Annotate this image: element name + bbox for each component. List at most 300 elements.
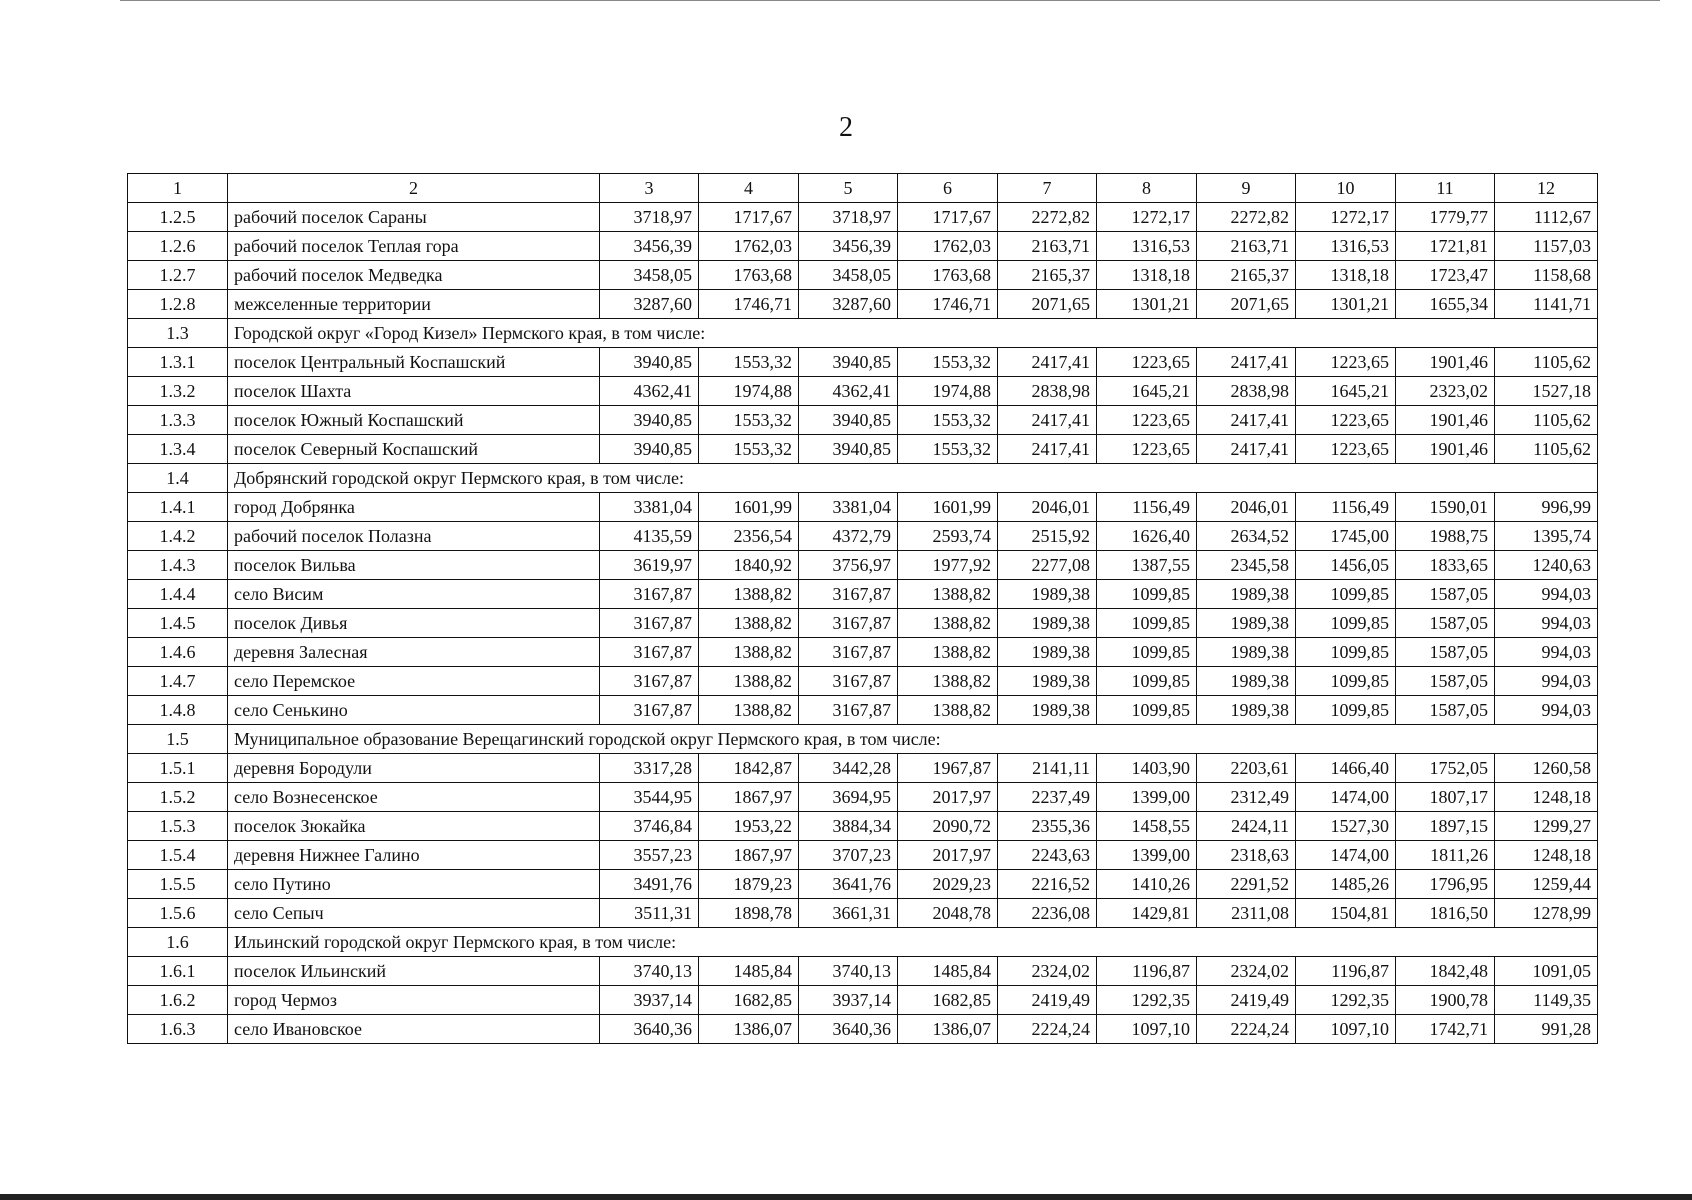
value-cell: 1989,38 <box>1197 580 1296 609</box>
value-cell: 1156,49 <box>1296 493 1396 522</box>
value-cell: 3640,36 <box>600 1015 699 1044</box>
table-row <box>128 1015 1598 1044</box>
value-cell: 1099,85 <box>1097 696 1197 725</box>
value-cell: 1989,38 <box>1197 638 1296 667</box>
value-cell: 1901,46 <box>1396 348 1495 377</box>
value-cell: 1590,01 <box>1396 493 1495 522</box>
table-row <box>128 783 1598 812</box>
value-cell: 2224,24 <box>1197 1015 1296 1044</box>
table-row <box>128 580 1598 609</box>
value-cell: 1867,97 <box>699 841 799 870</box>
table-row <box>128 435 1598 464</box>
value-cell: 1746,71 <box>699 290 799 319</box>
value-cell: 1553,32 <box>898 348 998 377</box>
value-cell: 1900,78 <box>1396 986 1495 1015</box>
value-cell: 1485,84 <box>898 957 998 986</box>
top-rule <box>120 0 1660 1</box>
value-cell: 1655,34 <box>1396 290 1495 319</box>
value-cell: 3718,97 <box>799 203 898 232</box>
value-cell: 1752,05 <box>1396 754 1495 783</box>
tariff-table <box>127 173 1598 1044</box>
value-cell: 3167,87 <box>799 667 898 696</box>
value-cell: 1196,87 <box>1296 957 1396 986</box>
value-cell: 2838,98 <box>998 377 1097 406</box>
bottom-edge <box>0 1194 1692 1200</box>
row-number: 1.6.1 <box>128 957 228 986</box>
table-row <box>128 899 1598 928</box>
value-cell: 2355,36 <box>998 812 1097 841</box>
value-cell: 1977,92 <box>898 551 998 580</box>
value-cell: 1587,05 <box>1396 609 1495 638</box>
value-cell: 1386,07 <box>699 1015 799 1044</box>
value-cell: 1745,00 <box>1296 522 1396 551</box>
value-cell: 1842,87 <box>699 754 799 783</box>
row-name: деревня Залесная <box>228 638 600 667</box>
value-cell: 2017,97 <box>898 783 998 812</box>
value-cell: 2090,72 <box>898 812 998 841</box>
table-row <box>128 406 1598 435</box>
row-number: 1.3.2 <box>128 377 228 406</box>
value-cell: 1587,05 <box>1396 638 1495 667</box>
value-cell: 1974,88 <box>699 377 799 406</box>
value-cell: 1553,32 <box>699 406 799 435</box>
table-row <box>128 377 1598 406</box>
value-cell: 1466,40 <box>1296 754 1396 783</box>
value-cell: 1223,65 <box>1097 406 1197 435</box>
value-cell: 3940,85 <box>600 406 699 435</box>
row-name: Ильинский городской округ Пермского края, в том числе: <box>228 928 1598 957</box>
value-cell: 1112,67 <box>1495 203 1598 232</box>
value-cell: 2324,02 <box>1197 957 1296 986</box>
value-cell: 1989,38 <box>998 580 1097 609</box>
value-cell: 3167,87 <box>799 638 898 667</box>
value-cell: 2163,71 <box>998 232 1097 261</box>
value-cell: 1299,27 <box>1495 812 1598 841</box>
value-cell: 3884,34 <box>799 812 898 841</box>
value-cell: 2312,49 <box>1197 783 1296 812</box>
value-cell: 3937,14 <box>600 986 699 1015</box>
value-cell: 1099,85 <box>1097 638 1197 667</box>
value-cell: 1223,65 <box>1296 435 1396 464</box>
row-name: поселок Зюкайка <box>228 812 600 841</box>
value-cell: 3640,36 <box>799 1015 898 1044</box>
row-number: 1.5.3 <box>128 812 228 841</box>
value-cell: 2203,61 <box>1197 754 1296 783</box>
row-name: Муниципальное образование Верещагинский городской округ Пермского края, в том числе: <box>228 725 1598 754</box>
value-cell: 3940,85 <box>600 435 699 464</box>
value-cell: 4135,59 <box>600 522 699 551</box>
value-cell: 1811,26 <box>1396 841 1495 870</box>
value-cell: 1901,46 <box>1396 435 1495 464</box>
value-cell: 1779,77 <box>1396 203 1495 232</box>
value-cell: 1458,55 <box>1097 812 1197 841</box>
value-cell: 2593,74 <box>898 522 998 551</box>
value-cell: 2224,24 <box>998 1015 1097 1044</box>
value-cell: 1387,55 <box>1097 551 1197 580</box>
row-name: поселок Дивья <box>228 609 600 638</box>
value-cell: 2838,98 <box>1197 377 1296 406</box>
value-cell: 2237,49 <box>998 783 1097 812</box>
table-row <box>128 812 1598 841</box>
value-cell: 2324,02 <box>998 957 1097 986</box>
value-cell: 3317,28 <box>600 754 699 783</box>
row-number: 1.5.1 <box>128 754 228 783</box>
value-cell: 1091,05 <box>1495 957 1598 986</box>
row-name: поселок Вильва <box>228 551 600 580</box>
column-header: 2 <box>228 174 600 203</box>
table-row <box>128 696 1598 725</box>
value-cell: 1105,62 <box>1495 406 1598 435</box>
row-number: 1.2.6 <box>128 232 228 261</box>
value-cell: 2216,52 <box>998 870 1097 899</box>
table-row <box>128 232 1598 261</box>
value-cell: 1316,53 <box>1296 232 1396 261</box>
value-cell: 1796,95 <box>1396 870 1495 899</box>
value-cell: 1746,71 <box>898 290 998 319</box>
value-cell: 1223,65 <box>1296 348 1396 377</box>
value-cell: 3718,97 <box>600 203 699 232</box>
value-cell: 1553,32 <box>898 406 998 435</box>
row-number: 1.5.5 <box>128 870 228 899</box>
value-cell: 2311,08 <box>1197 899 1296 928</box>
value-cell: 1388,82 <box>898 638 998 667</box>
section-row <box>128 725 1598 754</box>
value-cell: 1097,10 <box>1097 1015 1197 1044</box>
row-number: 1.6.3 <box>128 1015 228 1044</box>
value-cell: 3940,85 <box>600 348 699 377</box>
value-cell: 1260,58 <box>1495 754 1598 783</box>
value-cell: 2071,65 <box>998 290 1097 319</box>
row-name: село Ивановское <box>228 1015 600 1044</box>
row-name: город Чермоз <box>228 986 600 1015</box>
value-cell: 3287,60 <box>799 290 898 319</box>
value-cell: 1879,23 <box>699 870 799 899</box>
value-cell: 1388,82 <box>898 696 998 725</box>
row-name: поселок Ильинский <box>228 957 600 986</box>
value-cell: 1721,81 <box>1396 232 1495 261</box>
value-cell: 994,03 <box>1495 638 1598 667</box>
value-cell: 1223,65 <box>1296 406 1396 435</box>
value-cell: 1292,35 <box>1097 986 1197 1015</box>
value-cell: 3940,85 <box>799 406 898 435</box>
value-cell: 1816,50 <box>1396 899 1495 928</box>
value-cell: 3740,13 <box>600 957 699 986</box>
value-cell: 1989,38 <box>998 696 1097 725</box>
value-cell: 1974,88 <box>898 377 998 406</box>
value-cell: 1682,85 <box>898 986 998 1015</box>
row-number: 1.2.5 <box>128 203 228 232</box>
value-cell: 2048,78 <box>898 899 998 928</box>
row-name: село Вознесенское <box>228 783 600 812</box>
value-cell: 1099,85 <box>1296 580 1396 609</box>
column-header: 11 <box>1396 174 1495 203</box>
value-cell: 1386,07 <box>898 1015 998 1044</box>
value-cell: 1989,38 <box>1197 609 1296 638</box>
value-cell: 2417,41 <box>998 406 1097 435</box>
table-row <box>128 754 1598 783</box>
value-cell: 1527,18 <box>1495 377 1598 406</box>
value-cell: 4372,79 <box>799 522 898 551</box>
value-cell: 1842,48 <box>1396 957 1495 986</box>
value-cell: 3167,87 <box>600 609 699 638</box>
value-cell: 2419,49 <box>998 986 1097 1015</box>
value-cell: 1723,47 <box>1396 261 1495 290</box>
row-name: поселок Центральный Коспашский <box>228 348 600 377</box>
value-cell: 2417,41 <box>998 348 1097 377</box>
row-name: рабочий поселок Теплая гора <box>228 232 600 261</box>
value-cell: 1474,00 <box>1296 783 1396 812</box>
value-cell: 1762,03 <box>699 232 799 261</box>
value-cell: 2165,37 <box>1197 261 1296 290</box>
value-cell: 994,03 <box>1495 667 1598 696</box>
row-number: 1.4.1 <box>128 493 228 522</box>
value-cell: 1388,82 <box>699 638 799 667</box>
value-cell: 2417,41 <box>1197 435 1296 464</box>
value-cell: 2323,02 <box>1396 377 1495 406</box>
column-header: 12 <box>1495 174 1598 203</box>
table-row <box>128 522 1598 551</box>
value-cell: 2272,82 <box>1197 203 1296 232</box>
value-cell: 1141,71 <box>1495 290 1598 319</box>
row-name: село Путино <box>228 870 600 899</box>
table-row <box>128 667 1598 696</box>
value-cell: 1399,00 <box>1097 841 1197 870</box>
value-cell: 2071,65 <box>1197 290 1296 319</box>
value-cell: 1403,90 <box>1097 754 1197 783</box>
row-number: 1.4.4 <box>128 580 228 609</box>
value-cell: 3167,87 <box>600 580 699 609</box>
row-number: 1.3.3 <box>128 406 228 435</box>
value-cell: 1388,82 <box>898 609 998 638</box>
value-cell: 2417,41 <box>998 435 1097 464</box>
value-cell: 1867,97 <box>699 783 799 812</box>
value-cell: 996,99 <box>1495 493 1598 522</box>
value-cell: 1553,32 <box>898 435 998 464</box>
value-cell: 1807,17 <box>1396 783 1495 812</box>
value-cell: 1388,82 <box>898 580 998 609</box>
value-cell: 1099,85 <box>1097 580 1197 609</box>
value-cell: 1099,85 <box>1296 638 1396 667</box>
value-cell: 1485,26 <box>1296 870 1396 899</box>
row-number: 1.4.7 <box>128 667 228 696</box>
value-cell: 3167,87 <box>600 638 699 667</box>
value-cell: 1989,38 <box>1197 696 1296 725</box>
value-cell: 1105,62 <box>1495 348 1598 377</box>
value-cell: 994,03 <box>1495 609 1598 638</box>
value-cell: 1099,85 <box>1296 609 1396 638</box>
value-cell: 2272,82 <box>998 203 1097 232</box>
column-header: 1 <box>128 174 228 203</box>
table-row <box>128 957 1598 986</box>
value-cell: 3458,05 <box>600 261 699 290</box>
row-number: 1.4 <box>128 464 228 493</box>
value-cell: 3937,14 <box>799 986 898 1015</box>
value-cell: 994,03 <box>1495 696 1598 725</box>
value-cell: 1645,21 <box>1296 377 1396 406</box>
value-cell: 1410,26 <box>1097 870 1197 899</box>
value-cell: 1318,18 <box>1296 261 1396 290</box>
value-cell: 3707,23 <box>799 841 898 870</box>
row-number: 1.5.2 <box>128 783 228 812</box>
row-number: 1.4.2 <box>128 522 228 551</box>
table-row <box>128 261 1598 290</box>
value-cell: 2424,11 <box>1197 812 1296 841</box>
column-header: 10 <box>1296 174 1396 203</box>
value-cell: 1553,32 <box>699 348 799 377</box>
row-name: деревня Нижнее Галино <box>228 841 600 870</box>
value-cell: 1429,81 <box>1097 899 1197 928</box>
row-name: село Висим <box>228 580 600 609</box>
value-cell: 1105,62 <box>1495 435 1598 464</box>
value-cell: 1399,00 <box>1097 783 1197 812</box>
value-cell: 1474,00 <box>1296 841 1396 870</box>
value-cell: 1763,68 <box>898 261 998 290</box>
value-cell: 3694,95 <box>799 783 898 812</box>
row-name: село Сенькино <box>228 696 600 725</box>
value-cell: 1278,99 <box>1495 899 1598 928</box>
page-number: 2 <box>839 112 853 143</box>
value-cell: 1240,63 <box>1495 551 1598 580</box>
table-row <box>128 841 1598 870</box>
value-cell: 1989,38 <box>998 638 1097 667</box>
row-name: рабочий поселок Сараны <box>228 203 600 232</box>
value-cell: 1763,68 <box>699 261 799 290</box>
column-header: 8 <box>1097 174 1197 203</box>
value-cell: 1601,99 <box>898 493 998 522</box>
value-cell: 3619,97 <box>600 551 699 580</box>
value-cell: 1717,67 <box>898 203 998 232</box>
row-name: поселок Шахта <box>228 377 600 406</box>
table-row <box>128 348 1598 377</box>
row-name: село Перемское <box>228 667 600 696</box>
value-cell: 3167,87 <box>600 696 699 725</box>
value-cell: 2277,08 <box>998 551 1097 580</box>
table-row <box>128 551 1598 580</box>
value-cell: 1223,65 <box>1097 348 1197 377</box>
value-cell: 2046,01 <box>998 493 1097 522</box>
value-cell: 1897,15 <box>1396 812 1495 841</box>
value-cell: 1682,85 <box>699 986 799 1015</box>
row-number: 1.4.8 <box>128 696 228 725</box>
value-cell: 1626,40 <box>1097 522 1197 551</box>
value-cell: 1099,85 <box>1296 667 1396 696</box>
value-cell: 1316,53 <box>1097 232 1197 261</box>
row-name: город Добрянка <box>228 493 600 522</box>
value-cell: 3940,85 <box>799 348 898 377</box>
row-number: 1.5.6 <box>128 899 228 928</box>
value-cell: 3458,05 <box>799 261 898 290</box>
value-cell: 1527,30 <box>1296 812 1396 841</box>
value-cell: 1223,65 <box>1097 435 1197 464</box>
value-cell: 1717,67 <box>699 203 799 232</box>
value-cell: 1587,05 <box>1396 580 1495 609</box>
row-number: 1.3.4 <box>128 435 228 464</box>
row-number: 1.4.3 <box>128 551 228 580</box>
value-cell: 2419,49 <box>1197 986 1296 1015</box>
value-cell: 3456,39 <box>600 232 699 261</box>
value-cell: 1456,05 <box>1296 551 1396 580</box>
row-number: 1.4.6 <box>128 638 228 667</box>
value-cell: 991,28 <box>1495 1015 1598 1044</box>
value-cell: 1388,82 <box>699 580 799 609</box>
value-cell: 1158,68 <box>1495 261 1598 290</box>
value-cell: 1587,05 <box>1396 696 1495 725</box>
value-cell: 3511,31 <box>600 899 699 928</box>
row-number: 1.3.1 <box>128 348 228 377</box>
row-name: поселок Южный Коспашский <box>228 406 600 435</box>
value-cell: 3661,31 <box>799 899 898 928</box>
value-cell: 3167,87 <box>799 696 898 725</box>
value-cell: 3740,13 <box>799 957 898 986</box>
value-cell: 2634,52 <box>1197 522 1296 551</box>
value-cell: 2515,92 <box>998 522 1097 551</box>
value-cell: 1248,18 <box>1495 841 1598 870</box>
value-cell: 1553,32 <box>699 435 799 464</box>
row-number: 1.4.5 <box>128 609 228 638</box>
section-row <box>128 319 1598 348</box>
value-cell: 1157,03 <box>1495 232 1598 261</box>
value-cell: 2046,01 <box>1197 493 1296 522</box>
value-cell: 2163,71 <box>1197 232 1296 261</box>
value-cell: 3381,04 <box>600 493 699 522</box>
table-row <box>128 203 1598 232</box>
value-cell: 1953,22 <box>699 812 799 841</box>
value-cell: 2029,23 <box>898 870 998 899</box>
value-cell: 3167,87 <box>799 580 898 609</box>
value-cell: 3442,28 <box>799 754 898 783</box>
value-cell: 2345,58 <box>1197 551 1296 580</box>
header-row <box>128 174 1598 203</box>
value-cell: 1989,38 <box>998 667 1097 696</box>
column-header: 7 <box>998 174 1097 203</box>
value-cell: 1099,85 <box>1097 609 1197 638</box>
table-row <box>128 638 1598 667</box>
row-name: межселенные территории <box>228 290 600 319</box>
value-cell: 1099,85 <box>1097 667 1197 696</box>
value-cell: 1196,87 <box>1097 957 1197 986</box>
column-header: 6 <box>898 174 998 203</box>
table-row <box>128 986 1598 1015</box>
value-cell: 1301,21 <box>1296 290 1396 319</box>
table-row <box>128 290 1598 319</box>
value-cell: 1388,82 <box>699 609 799 638</box>
value-cell: 1989,38 <box>1197 667 1296 696</box>
row-name: Городской округ «Город Кизел» Пермского края, в том числе: <box>228 319 1598 348</box>
value-cell: 1601,99 <box>699 493 799 522</box>
value-cell: 2291,52 <box>1197 870 1296 899</box>
row-name: рабочий поселок Медведка <box>228 261 600 290</box>
value-cell: 3381,04 <box>799 493 898 522</box>
row-number: 1.2.7 <box>128 261 228 290</box>
row-name: село Сепыч <box>228 899 600 928</box>
column-header: 9 <box>1197 174 1296 203</box>
value-cell: 2243,63 <box>998 841 1097 870</box>
row-number: 1.5 <box>128 725 228 754</box>
value-cell: 1149,35 <box>1495 986 1598 1015</box>
value-cell: 1292,35 <box>1296 986 1396 1015</box>
table-row <box>128 493 1598 522</box>
value-cell: 1742,71 <box>1396 1015 1495 1044</box>
value-cell: 2417,41 <box>1197 348 1296 377</box>
value-cell: 1156,49 <box>1097 493 1197 522</box>
value-cell: 2417,41 <box>1197 406 1296 435</box>
value-cell: 3544,95 <box>600 783 699 812</box>
value-cell: 1301,21 <box>1097 290 1197 319</box>
value-cell: 1504,81 <box>1296 899 1396 928</box>
value-cell: 1272,17 <box>1097 203 1197 232</box>
value-cell: 1989,38 <box>998 609 1097 638</box>
value-cell: 3746,84 <box>600 812 699 841</box>
